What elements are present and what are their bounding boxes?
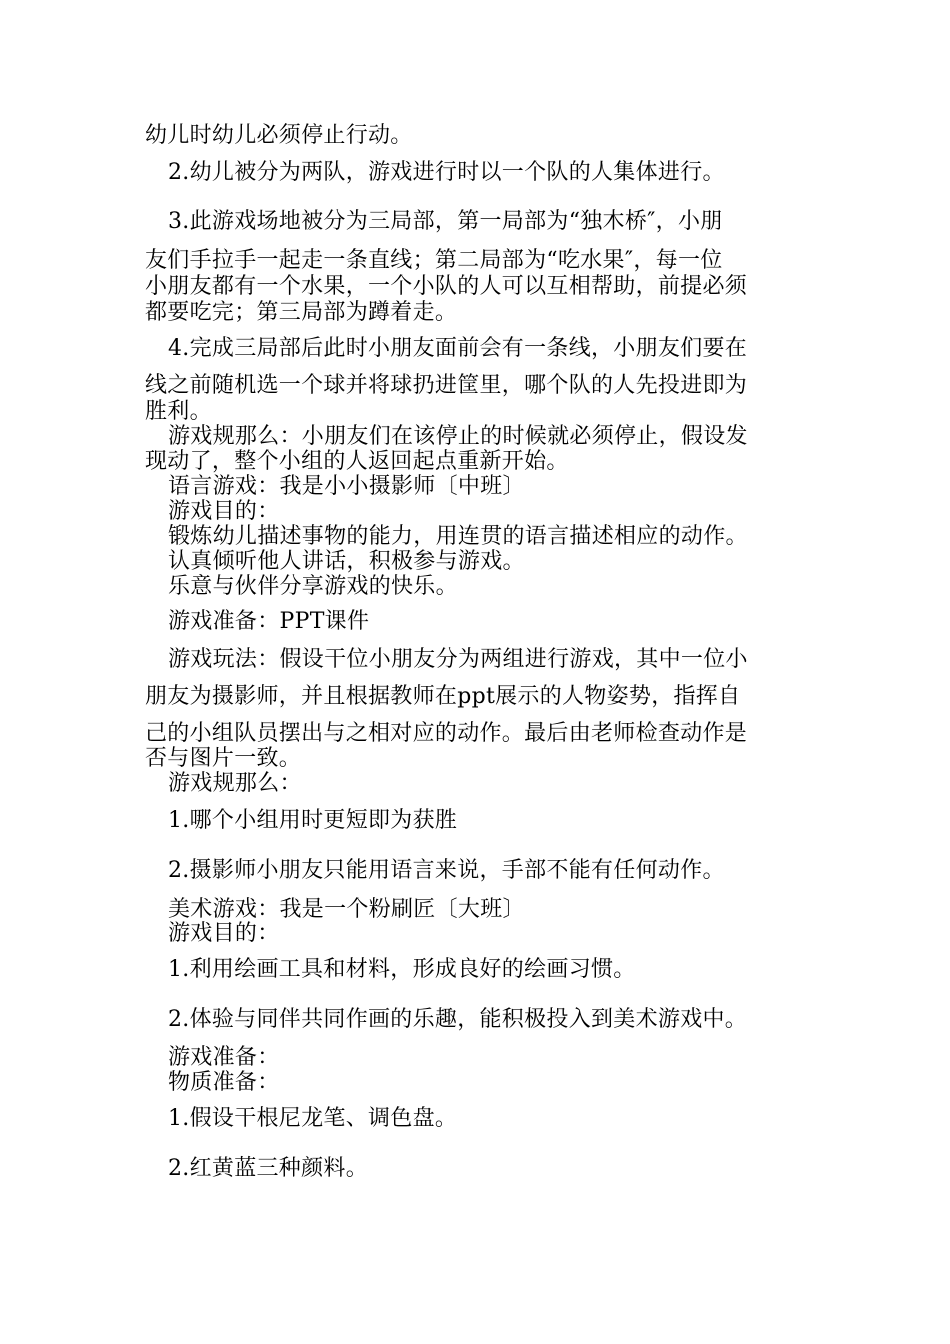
text-line: 游戏玩法：假设干位小朋友分为两组进行游戏，其中一位小 — [168, 647, 748, 672]
text-line: 朋友为摄影师，并且根据教师在ppt展示的人物姿势，指挥自 — [145, 684, 741, 709]
text-line: 乐意与伙伴分享游戏的快乐。 — [168, 574, 458, 599]
text-line: 4.完成三局部后此时小朋友面前会有一条线，小朋友们要在 — [168, 336, 748, 361]
list-item: 1.哪个小组用时更短即为获胜 — [168, 808, 458, 833]
list-item: 1.利用绘画工具和材料，形成良好的绘画习惯。 — [168, 957, 636, 982]
text-line: 现动了，整个小组的人返回起点重新开始。 — [145, 449, 569, 474]
text-line: 物质准备： — [168, 1070, 280, 1095]
text-line: 游戏目的： — [168, 921, 280, 946]
text-line: 都要吃完；第三局部为蹲着走。 — [145, 300, 458, 325]
text-line: 锻炼幼儿描述事物的能力，用连贯的语言描述相应的动作。 — [168, 524, 748, 549]
text-line: 游戏准备：PPT课件 — [168, 609, 370, 634]
text-line: 己的小组队员摆出与之相对应的动作。最后由老师检查动作是 — [145, 721, 748, 746]
list-item: 1.假设干根尼龙笔、调色盘。 — [168, 1106, 458, 1131]
section-title: 美术游戏：我是一个粉刷匠〔大班〕 — [168, 897, 525, 922]
text-line: 友们手拉手一起走一条直线；第二局部为“吃水果″，每一位 — [145, 248, 723, 273]
text-line: 2.幼儿被分为两队，游戏进行时以一个队的人集体进行。 — [168, 160, 725, 185]
text-line: 游戏规那么：小朋友们在该停止的时候就必须停止，假设发 — [168, 424, 748, 449]
text-line: 否与图片一致。 — [145, 746, 302, 771]
text-line: 胜利。 — [145, 399, 212, 424]
list-item: 2.红黄蓝三种颜料。 — [168, 1156, 368, 1181]
text-line: 幼儿时幼儿必须停止行动。 — [145, 123, 413, 148]
text-line: 游戏规那么： — [168, 771, 302, 796]
text-line: 认真倾听他人讲话，积极参与游戏。 — [168, 549, 525, 574]
text-line: 线之前随机选一个球并将球扔进筐里，哪个队的人先投进即为 — [145, 373, 748, 398]
text-line: 游戏目的： — [168, 499, 280, 524]
list-item: 2.体验与同伴共同作画的乐趣，能积极投入到美术游戏中。 — [168, 1007, 748, 1032]
text-line: 3.此游戏场地被分为三局部，第一局部为“独木桥″，小朋 — [168, 209, 723, 234]
section-title: 语言游戏：我是小小摄影师〔中班〕 — [168, 474, 525, 499]
list-item: 2.摄影师小朋友只能用语言来说，手部不能有任何动作。 — [168, 858, 725, 883]
text-line: 游戏准备： — [168, 1045, 280, 1070]
text-line: 小朋友都有一个水果，一个小队的人可以互相帮助，前提必须 — [145, 274, 748, 299]
